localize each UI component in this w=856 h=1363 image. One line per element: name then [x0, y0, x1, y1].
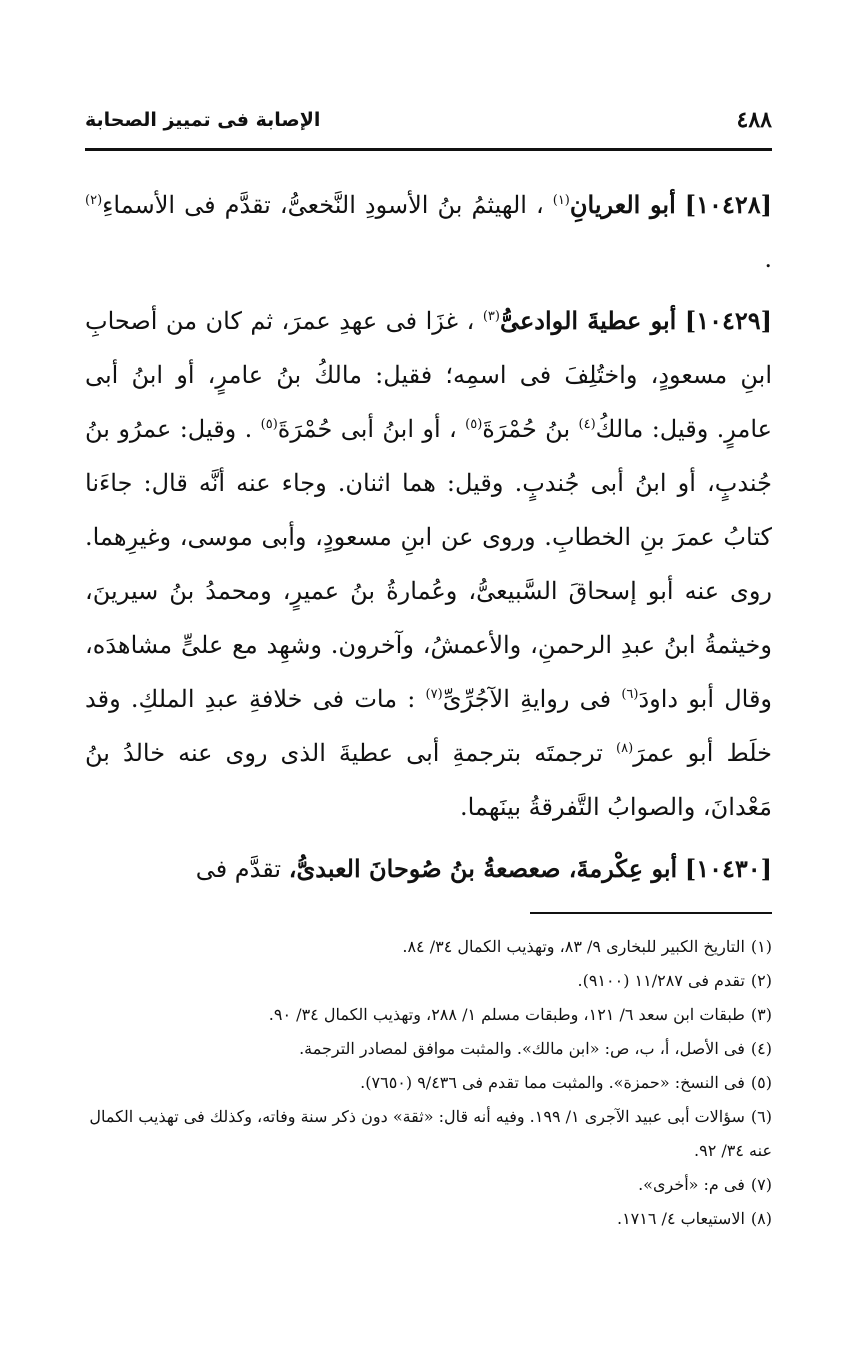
footnote-number: (٨) — [750, 1209, 772, 1228]
footnote-rule — [530, 912, 772, 914]
footnote-text: فى الأصل، أ، ب، ص: «ابن مالك». والمثبت موافق لمصادر الترجمة. — [299, 1039, 745, 1058]
footnote-ref[interactable]: (٣) — [482, 309, 500, 324]
footnote-ref[interactable]: (١) — [552, 193, 570, 208]
footnote-text: التاريخ الكبير للبخارى ٩/ ٨٣، وتهذيب الكمال ٣٤/ ٨٤. — [402, 937, 745, 956]
footnote-text: تقدم فى ١١/٢٨٧ (٩١٠٠). — [577, 971, 745, 990]
footnote-number: (٤) — [750, 1039, 772, 1058]
entry-text: ، الهيثمُ بنُ الأسودِ النَّخعىُّ، تقدَّم فى الأسماءِ — [102, 191, 544, 219]
footnote — [85, 1066, 772, 1100]
footnote — [85, 998, 772, 1032]
entry-text: . — [764, 245, 772, 273]
page-header — [85, 100, 772, 140]
footnote-ref[interactable]: (٤) — [578, 417, 596, 432]
entry-text: . وقيل: عمرُو بنُ جُندبٍ، أو ابنُ أبى جُندبٍ. وقيل: هما اثنان. وجاء عنه أنَّه قال: جاءَنا كتابُ عمرَ بنِ الخطابِ. وروى عن ابنِ مسعودٍ، وأبى موسى، وغيرِهما. روى عنه أبو إسحاقَ السَّبيعىُّ، وعُمارةُ بنُ عميرٍ، ومحمدُ بنُ سيرينَ، وخيثمةُ ابنُ عبدِ الرحمنِ، والأعمشُ، وآخرون. وشهِد مع علىٍّ مشاهدَه، وقال أبو داودَ — [85, 415, 773, 713]
entry-name: أبو العريانِ — [569, 190, 676, 219]
entry-text: ترجمتَه بترجمةِ أبى عطيةَ الذى روى عنه خالدُ بنُ مَعْدانَ، والصوابُ التَّفرقةُ بينَهما. — [85, 739, 772, 821]
footnote-ref[interactable]: (٥) — [260, 417, 278, 432]
footnote-ref[interactable]: (٦) — [621, 687, 639, 702]
footnote-number: (٥) — [750, 1073, 772, 1092]
footnote-ref[interactable]: (٥) — [465, 417, 483, 432]
entry-text: فى روايةِ الآجُرِّىِّ — [442, 685, 612, 713]
page-number: ٤٨٨ — [736, 107, 772, 133]
footnote — [85, 930, 772, 964]
entry-text: تقدَّم فى — [195, 855, 282, 883]
entry-text: بنُ حُمْرَةَ — [482, 415, 571, 443]
footnote-number: (٧) — [750, 1175, 772, 1194]
footnote-number: (٦) — [750, 1107, 772, 1126]
entry-10428 — [85, 178, 772, 286]
footnote-number: (١) — [750, 937, 772, 956]
footnotes — [85, 930, 772, 1236]
footnote-number: (٣) — [750, 1005, 772, 1024]
entry-name: أبو عِكْرمةَ، صعصعةُ بنُ صُوحانَ العبدىُّ، — [288, 854, 678, 883]
entry-text: : مات فى خلافةِ عبدِ الملكِ. وقد خلَط أبو عمرَ — [85, 685, 773, 767]
entry-text: ، غزَا فى عهدِ عمرَ، ثم كان من أصحابِ ابنِ مسعودٍ، واختُلِفَ فى اسمِه؛ فقيل: مالكُ بنُ عامرٍ، أو ابنُ أبى عامرٍ. وقيل: مالكُ — [85, 307, 773, 443]
entry-number: [١٠٤٣٠] — [684, 854, 772, 883]
entry-10429 — [85, 294, 772, 834]
footnote-text: الاستيعاب ٤/ ١٧١٦. — [616, 1209, 745, 1228]
footnote — [85, 964, 772, 998]
footnote-number: (٢) — [750, 971, 772, 990]
main-text — [85, 178, 772, 904]
footnote-text: طبقات ابن سعد ٦/ ١٢١، وطبقات مسلم ١/ ٢٨٨، وتهذيب الكمال ٣٤/ ٩٠. — [268, 1005, 745, 1024]
footnote — [85, 1202, 772, 1236]
footnote-ref[interactable]: (٨) — [616, 741, 634, 756]
footnote-text: فى النسخ: «حمزة». والمثبت مما تقدم فى ٩/٤٣٦ (٧٦٥٠). — [360, 1073, 745, 1092]
entry-name: أبو عطيةَ الوادعىُّ — [499, 306, 677, 335]
header-rule — [85, 148, 772, 151]
footnote-text: سؤالات أبى عبيد الآجرى ١/ ١٩٩. وفيه أنه قال: «ثقة» دون ذكر سنة وفاته، وكذلك فى تهذيب الكمال عنه ٣٤/ ٩٢. — [89, 1107, 772, 1160]
footnote — [85, 1100, 772, 1168]
entry-number: [١٠٤٢٨] — [684, 190, 772, 219]
entry-10430 — [85, 842, 772, 896]
footnote-ref[interactable]: (٧) — [425, 687, 443, 702]
footnote-text: فى م: «أخرى». — [638, 1175, 745, 1194]
entry-number: [١٠٤٢٩] — [684, 306, 773, 335]
running-title: الإصابة فى تمييز الصحابة — [85, 109, 321, 131]
footnote — [85, 1168, 772, 1202]
footnote — [85, 1032, 772, 1066]
footnote-ref[interactable]: (٢) — [85, 193, 103, 208]
entry-text: ، أو ابنُ أبى حُمْرَةَ — [277, 415, 457, 443]
